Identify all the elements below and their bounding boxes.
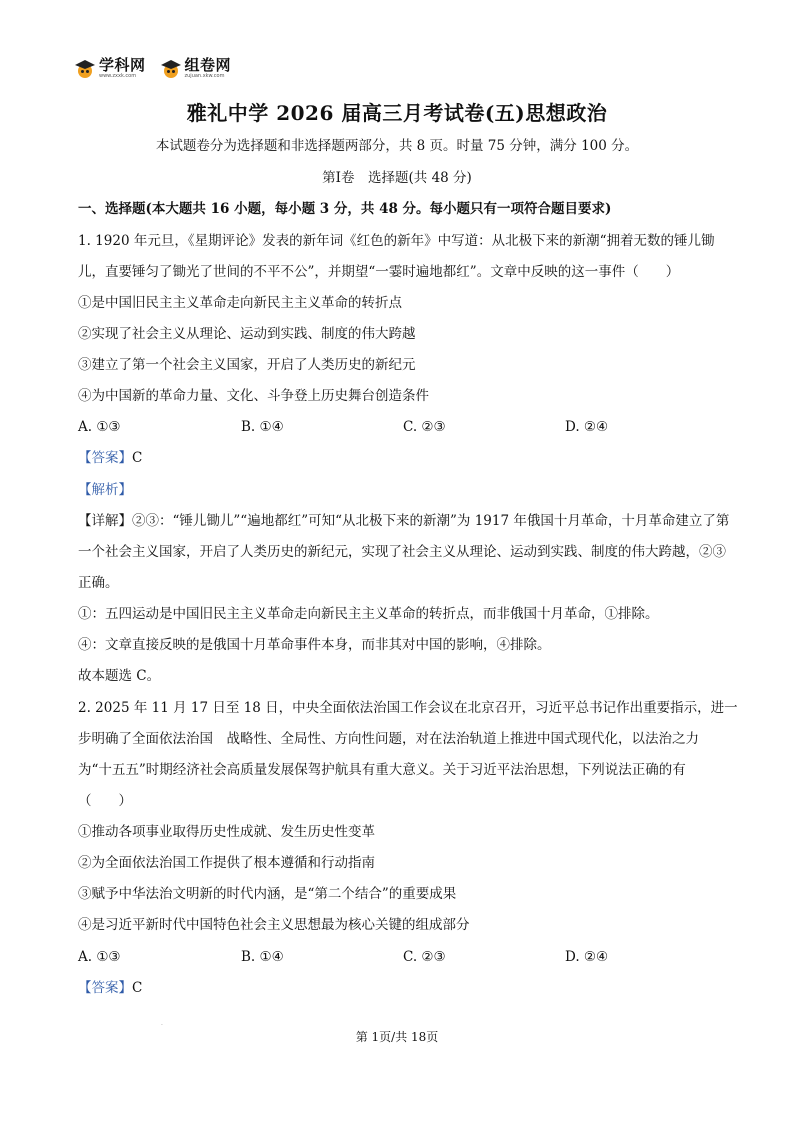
part-title: 第Ⅰ卷 选择题(共 48 分) <box>322 170 472 186</box>
q2-option-c[interactable]: C. ②③ <box>403 949 446 965</box>
xuekewang-logo[interactable] <box>74 58 146 79</box>
q1-answer-label: 【答案】 <box>78 450 132 466</box>
q1-option-b[interactable]: B. ①④ <box>241 419 284 435</box>
q1-item-4: ④为中国新的革命力量、文化、斗争登上历史舞台创造条件 <box>78 388 429 404</box>
q2-stem-line-3: 为“十五五”时期经济社会高质量发展保驾护航具有重大意义。关于习近平法治思想，下列说法正确的有 <box>78 762 686 778</box>
q1-detail-line-1 <box>78 515 728 529</box>
q2-option-b[interactable]: B. ①④ <box>241 949 284 965</box>
q1-detail-label: 【详解】 <box>78 513 132 529</box>
q2-answer <box>78 982 728 996</box>
q2-item-2: ②为全面依法治国工作提供了根本遵循和行动指南 <box>78 855 375 871</box>
q2-stem-line-1: 2. 2025 年 11 月 17 日至 18 日，中央全面依法治国工作会议在北京召开，习近平总书记作出重要指示，进一 <box>78 700 738 716</box>
q2-answer-value: C <box>132 980 143 996</box>
q1-option-d[interactable]: D. ②④ <box>565 419 609 435</box>
q1-stem-line-2: 儿，直要锤匀了锄光了世间的不平不公”，并期望“一霎时遍地都红”。文章中反映的这一事件（ ） <box>78 264 680 280</box>
q2-option-a[interactable]: A. ①③ <box>78 949 121 965</box>
logo1-url: www.zxxk.com <box>99 73 137 79</box>
q1-detail-text-1: ②③：“锤儿锄儿”“遍地都红”可知“从北极下来的新潮”为 1917 年俄国十月革命，十月革命建立了第 <box>132 513 730 529</box>
q1-option-c[interactable]: C. ②③ <box>403 419 446 435</box>
logo2-name: 组卷网 <box>184 56 232 74</box>
q1-item-2: ②实现了社会主义从理论、运动到实践、制度的伟大跨越 <box>78 326 416 342</box>
graduate-face-icon <box>74 59 96 79</box>
q2-stem-line-2: 步明确了全面依法治国 战略性、全局性、方向性问题，对在法治轨道上推进中国式现代化，以法治之力 <box>78 731 699 747</box>
q1-conclusion: 故本题选 C。 <box>78 668 161 684</box>
page-speck: · <box>161 1022 163 1029</box>
logo2-url: zujuan.xkw.com <box>184 73 225 79</box>
q1-answer <box>78 452 728 466</box>
q1-item-1: ①是中国旧民主主义革命走向新民主主义革命的转折点 <box>78 295 402 311</box>
q1-option-a[interactable]: A. ①③ <box>78 419 121 435</box>
zujuanwang-logo[interactable] <box>160 58 232 79</box>
exam-title: 雅礼中学 2026 届高三月考试卷(五)思想政治 <box>186 101 608 125</box>
logo1-name: 学科网 <box>99 56 146 74</box>
q1-analysis-label: 【解析】 <box>78 482 132 498</box>
graduate-face-icon <box>160 59 182 79</box>
header-logos <box>74 58 231 79</box>
q2-item-3: ③赋予中华法治文明新的时代内涵，是“第二个结合”的重要成果 <box>78 886 457 902</box>
q2-stem-line-4: （ ） <box>78 793 132 809</box>
q1-answer-value: C <box>132 450 143 466</box>
q1-detail-line-3: 正确。 <box>78 575 119 591</box>
page-footer: 第 1页/共 18页 <box>355 1030 439 1044</box>
q1-detail-line-4: ①：五四运动是中国旧民主主义革命走向新民主主义革命的转折点，而非俄国十月革命，①排除。 <box>78 606 659 622</box>
q1-stem-line-1: 1. 1920 年元旦，《星期评论》发表的新年词《红色的新年》中写道：从北极下来的新潮“拥着无数的锤儿锄 <box>78 233 715 249</box>
section-title: 一、选择题(本大题共 16 小题，每小题 3 分，共 48 分。每小题只有一项符合题目要求) <box>78 201 612 217</box>
exam-intro: 本试题卷分为选择题和非选择题两部分，共 8 页。时量 75 分钟，满分 100 分。 <box>155 138 639 154</box>
q1-detail-line-2: 一个社会主义国家，开启了人类历史的新纪元，实现了社会主义从理论、运动到实践、制度的伟大跨越，②③ <box>78 544 726 560</box>
q2-item-1: ①推动各项事业取得历史性成就、发生历史性变革 <box>78 824 375 840</box>
q2-answer-label: 【答案】 <box>78 980 132 996</box>
q2-option-d[interactable]: D. ②④ <box>565 949 609 965</box>
q1-item-3: ③建立了第一个社会主义国家，开启了人类历史的新纪元 <box>78 357 416 373</box>
q2-item-4: ④是习近平新时代中国特色社会主义思想最为核心关键的组成部分 <box>78 917 470 933</box>
q1-detail-line-5: ④：文章直接反映的是俄国十月革命事件本身，而非其对中国的影响，④排除。 <box>78 637 551 653</box>
